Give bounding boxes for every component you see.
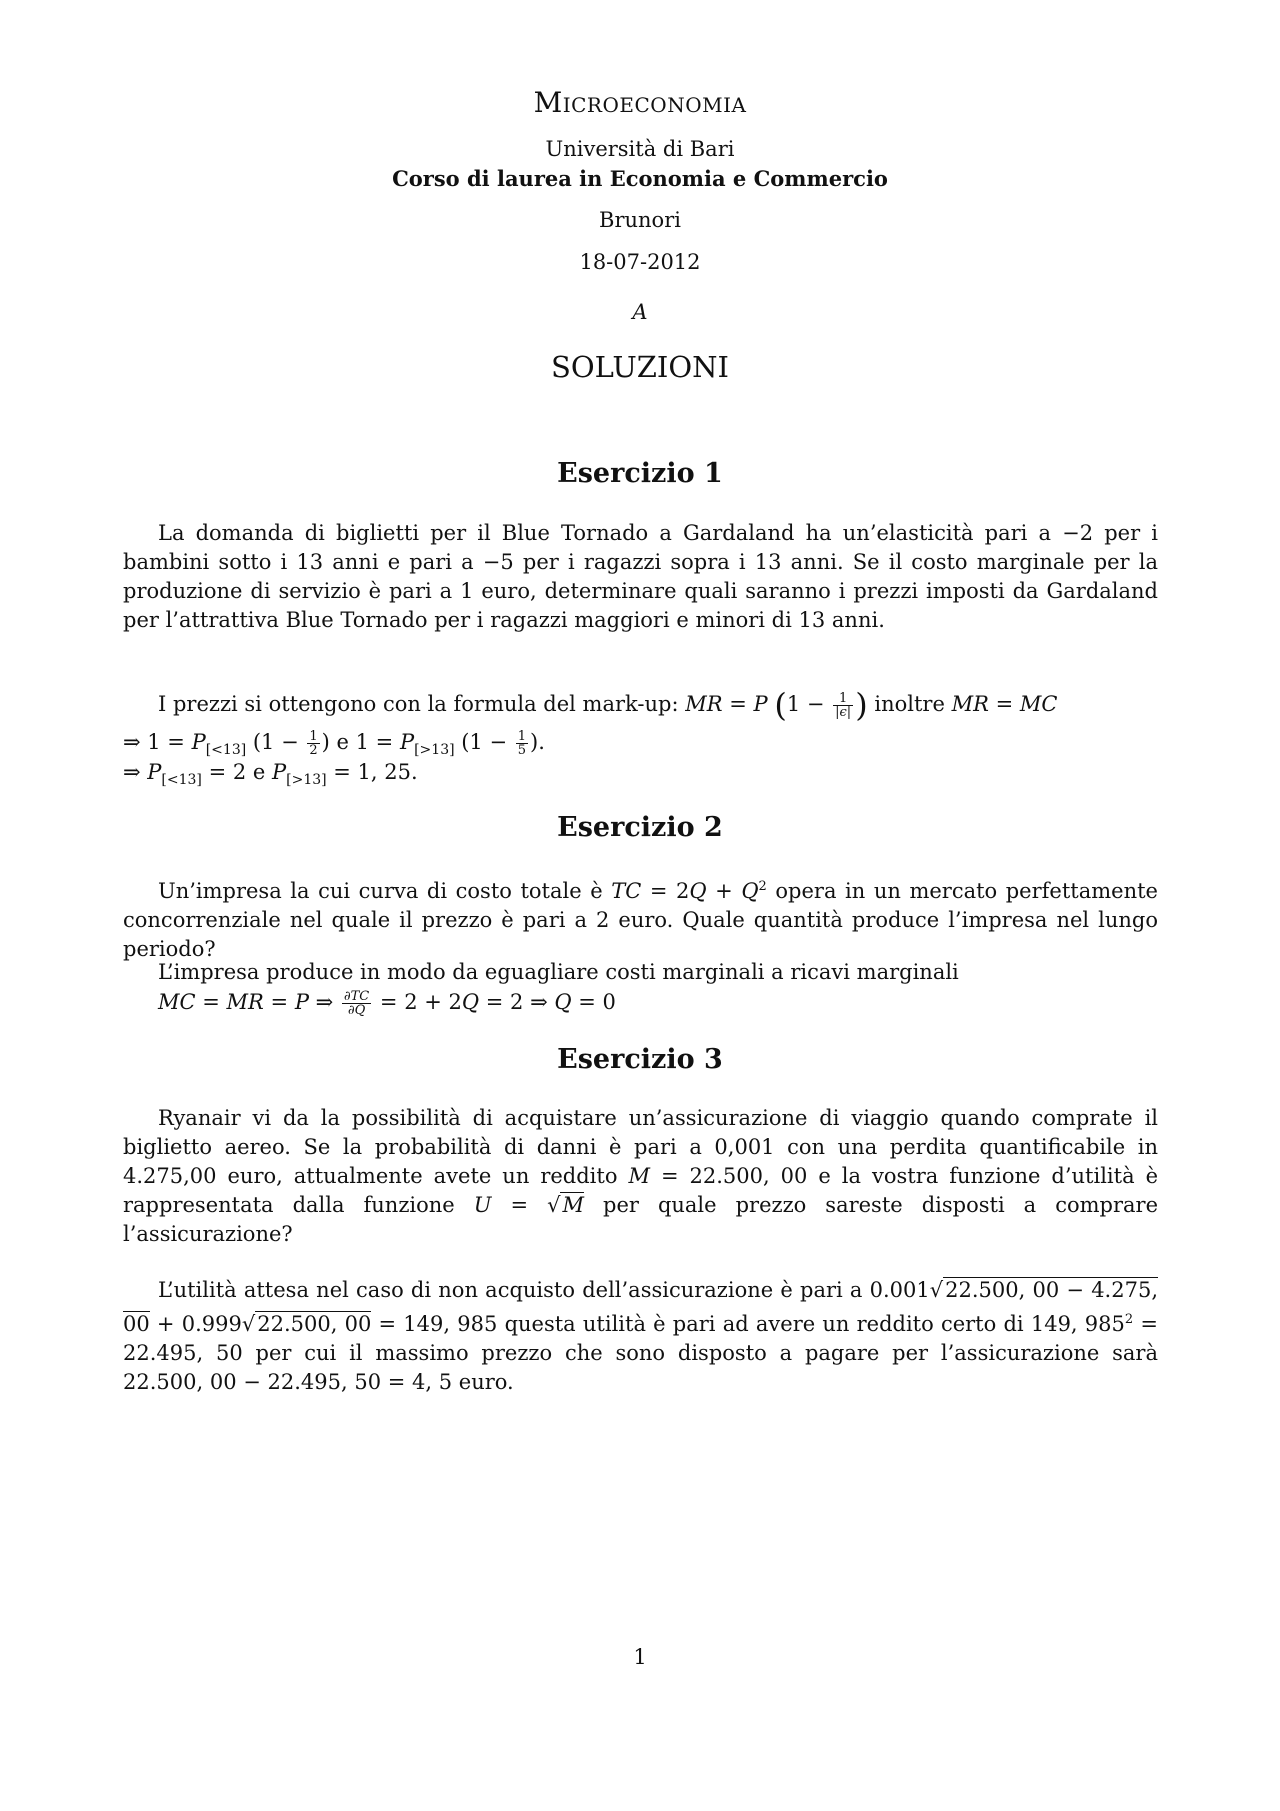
- exercise-3-solution-b: questa utilità è pari ad avere un reddito certo di: [504, 1312, 1024, 1336]
- exercise-2-solution-line-1: L’impresa produce in modo da eguagliare costi marginali a ricavi marginali: [158, 960, 959, 984]
- exercise-3-income-formula: M = 22.500, 00: [628, 1164, 808, 1188]
- exercise-1-formula-mr-mc: MR = MC: [951, 692, 1058, 716]
- exercise-2-solution-line-2: MC = MR = P ⇒ $\frac{\partial TC}{\partial Q}$ = 2 + 2Q = 2 ⇒ Q = 0: [158, 989, 616, 1018]
- exercise-1-solution-line-2: ⇒ $1 = P_{[<13]}$ (1 − $\frac{1}{2}$ ) e $1 = P_{[>13]}$ (1 − $\frac{1}{5}$ ).: [123, 729, 545, 759]
- course-name: Corso di laurea in Economia e Commercio: [392, 166, 888, 191]
- exercise-2-heading: Esercizio 2: [557, 812, 723, 843]
- exercise-1-text: La domanda di biglietti per il Blue Tornado a Gardaland ha un’elasticità pari a −2 per i bambini sotto i 13 anni e pari a −5 per i ragazzi sopra i 13 anni. Se il costo marginale per la produzione di servizio è pari a 1 euro, determinare quali saranno i prezzi imposti da Gardaland per l’attrattiva Blue Tornado per i ragazzi maggiori e minori di 13 anni.: [123, 521, 1158, 632]
- exam-version: A: [632, 300, 648, 324]
- exercise-1-heading: Esercizio 1: [557, 458, 723, 489]
- exercise-3-text-a: Ryanair vi da la possibilità di acquistare un’assicurazione di viaggio quando comprate il biglietto aereo. Se la probabilità di danni è pari a 0,001 con una perdita quantificabile in 4.275,00 euro, attualmente avete un reddito: [123, 1106, 1158, 1188]
- exercise-3-text-c: per quale prezzo sareste disposti a comprare l’assicurazione?: [123, 1193, 1159, 1246]
- exercise-2-text: [123, 872, 1158, 964]
- solutions-title: SOLUZIONI: [551, 350, 729, 384]
- author-name: Brunori: [599, 208, 681, 232]
- exercise-2-text-a: Un’impresa la cui curva di costo totale è: [158, 879, 603, 903]
- university-name: Università di Bari: [545, 137, 735, 161]
- exercise-3-text-b: e la vostra funzione d’utilità è rappresentata dalla funzione: [123, 1164, 1158, 1217]
- exam-date: 18-07-2012: [579, 250, 701, 274]
- exercise-3-solution-c: per cui il massimo prezzo che sono disposto a pagare per l’assicurazione sarà: [255, 1341, 1158, 1365]
- exercise-1-solution-line-1: [158, 686, 1198, 724]
- exercise-1-solution-line-3: ⇒ $P_{[<13]} = 2$ e $P_{[>13]} = 1$, 25.: [123, 760, 418, 789]
- document-title: Microeconomia: [533, 86, 747, 119]
- exercise-1-solution-also: inoltre: [874, 692, 945, 716]
- exercise-3-expected-utility-formula: √22.500, 00 − 4.275, 00 + 0.999√22.500, 00 = 149, 985: [123, 1278, 1158, 1336]
- exercise-3-heading: Esercizio 3: [557, 1044, 723, 1075]
- exercise-1-solution-intro: I prezzi si ottengono con la formula del mark-up:: [158, 692, 679, 716]
- exercise-1-and-word: e: [336, 730, 349, 754]
- exercise-3-text: [123, 1104, 1158, 1249]
- page-number: 1: [633, 1645, 647, 1669]
- exercise-3-solution-d: euro.: [458, 1370, 514, 1394]
- exercise-3-max-price-formula: 22.500, 00 − 22.495, 50 = 4, 5: [123, 1370, 453, 1394]
- exercise-1-formula-markup: MR = P (1 − $\frac{1}{|\epsilon|}$ ): [685, 686, 868, 724]
- exercise-2-cost-formula: TC = $2Q + Q^2$: [611, 879, 767, 903]
- exercise-2-text-b: opera in un mercato perfettamente concorrenziale nel quale il prezzo è pari a 2 euro. Quale quantità produce l’impresa nel lungo periodo?: [123, 879, 1158, 961]
- exercise-3-solution-a: L’utilità attesa nel caso di non acquisto dell’assicurazione è pari a 0.001: [158, 1278, 930, 1302]
- exercise-3-certain-income-formula: 149, $985^2 = 22.495$, 50: [123, 1312, 1158, 1365]
- exercise-3-utility-formula: U = √M: [473, 1193, 584, 1217]
- exercise-3-solution: [123, 1276, 1158, 1397]
